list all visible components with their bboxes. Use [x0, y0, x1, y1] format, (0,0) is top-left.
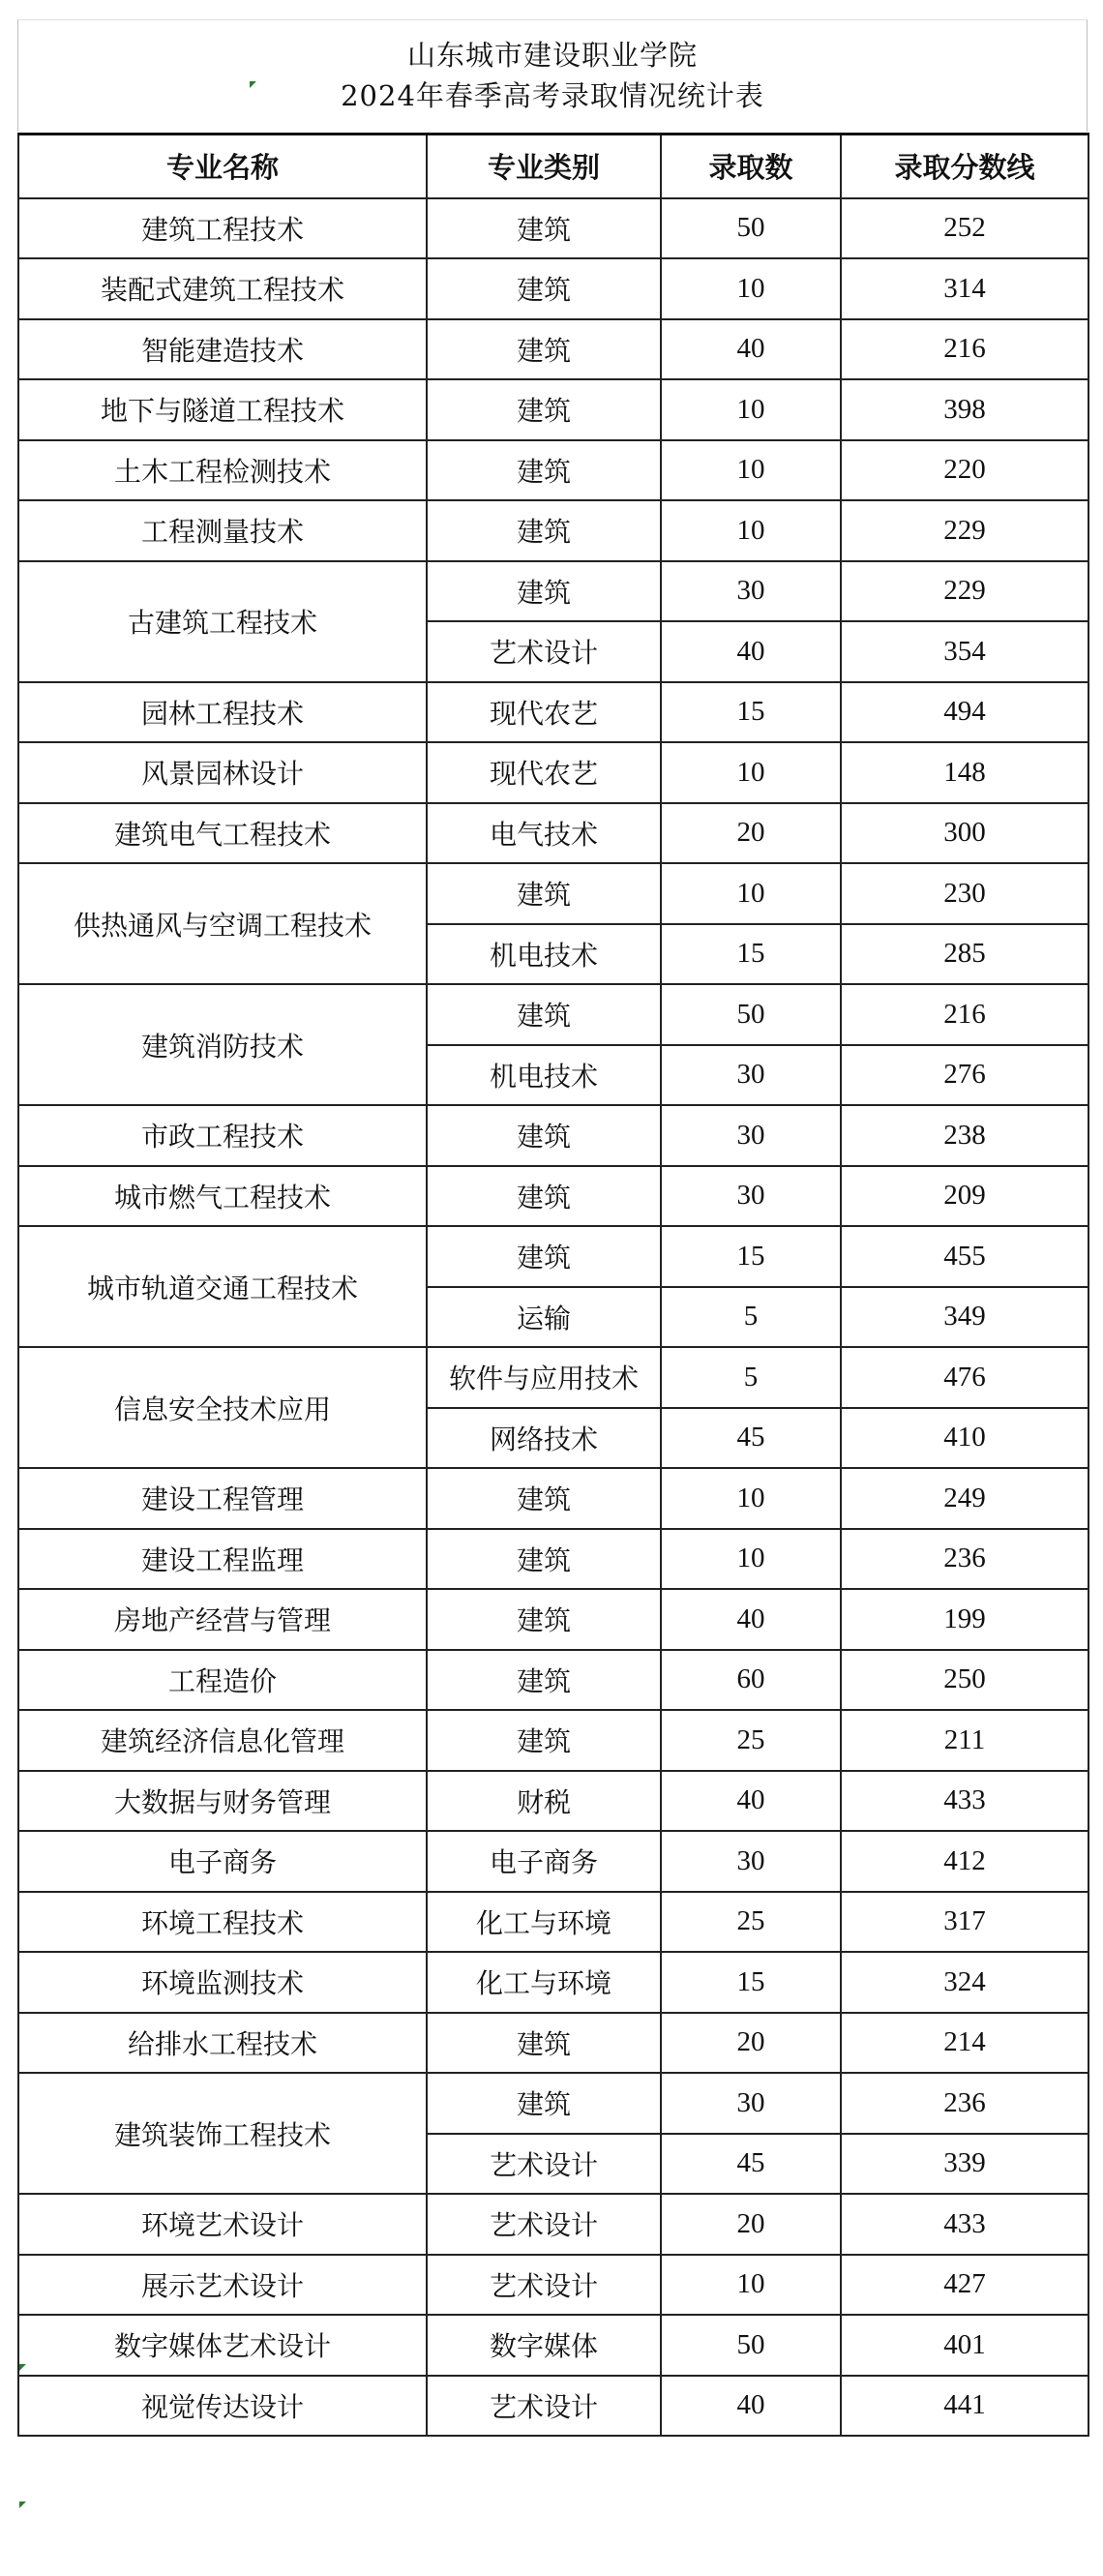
admission-count-cell: 25	[661, 1892, 841, 1953]
table-row	[18, 682, 1088, 743]
admission-count-cell: 50	[661, 2315, 841, 2376]
category-cell: 建筑	[427, 500, 661, 561]
table-body	[18, 198, 1088, 2437]
admission-count-cell: 45	[661, 2134, 841, 2195]
admission-count-cell: 5	[661, 1347, 841, 1408]
admission-count-cell: 30	[661, 1045, 841, 1106]
admission-count-cell: 30	[661, 1831, 841, 1892]
cutoff-score-cell: 314	[841, 258, 1088, 319]
category-cell: 电气技术	[427, 803, 661, 864]
table-row	[18, 2255, 1088, 2316]
category-cell: 建筑	[427, 1529, 661, 1590]
cutoff-score-cell: 236	[841, 1529, 1088, 1590]
admission-count-cell: 15	[661, 682, 841, 743]
major-name-cell: 建筑消防技术	[18, 984, 427, 1105]
major-name-cell: 装配式建筑工程技术	[18, 258, 427, 319]
cutoff-score-cell: 209	[841, 1166, 1088, 1227]
category-cell: 软件与应用技术	[427, 1347, 661, 1408]
cutoff-score-cell: 433	[841, 1771, 1088, 1832]
cutoff-score-cell: 317	[841, 1892, 1088, 1953]
table-row	[18, 258, 1088, 319]
table-row	[18, 500, 1088, 561]
major-name-cell: 城市燃气工程技术	[18, 1166, 427, 1227]
admission-count-cell: 10	[661, 2255, 841, 2316]
admission-count-cell: 45	[661, 1408, 841, 1469]
table-row	[18, 319, 1088, 380]
cutoff-score-cell: 427	[841, 2255, 1088, 2316]
major-name-cell: 智能建造技术	[18, 319, 427, 380]
cutoff-score-cell: 236	[841, 2073, 1088, 2134]
table-header-row	[18, 135, 1088, 198]
category-cell: 建筑	[427, 863, 661, 924]
major-name-cell: 电子商务	[18, 1831, 427, 1892]
category-cell: 建筑	[427, 1650, 661, 1711]
major-name-cell: 建筑工程技术	[18, 198, 427, 259]
cutoff-score-cell: 199	[841, 1589, 1088, 1650]
table-row	[18, 1952, 1088, 2013]
cutoff-score-cell: 216	[841, 319, 1088, 380]
table-row	[18, 984, 1088, 1045]
major-name-cell: 大数据与财务管理	[18, 1771, 427, 1832]
major-name-cell: 视觉传达设计	[18, 2376, 427, 2437]
cutoff-score-cell: 216	[841, 984, 1088, 1045]
cutoff-score-cell: 276	[841, 1045, 1088, 1106]
table-row	[18, 440, 1088, 501]
major-name-cell: 园林工程技术	[18, 682, 427, 743]
cutoff-score-cell: 433	[841, 2194, 1088, 2255]
header-count: 录取数	[661, 135, 841, 198]
category-cell: 现代农艺	[427, 682, 661, 743]
table-row	[18, 1892, 1088, 1953]
cutoff-score-cell: 238	[841, 1105, 1088, 1166]
table-row	[18, 2013, 1088, 2074]
admission-count-cell: 50	[661, 198, 841, 259]
admission-count-cell: 40	[661, 2376, 841, 2437]
major-name-cell: 工程测量技术	[18, 500, 427, 561]
admission-count-cell: 30	[661, 2073, 841, 2134]
cutoff-score-cell: 230	[841, 863, 1088, 924]
category-cell: 机电技术	[427, 1045, 661, 1106]
cutoff-score-cell: 229	[841, 500, 1088, 561]
category-cell: 建筑	[427, 2013, 661, 2074]
category-cell: 建筑	[427, 379, 661, 440]
major-name-cell: 房地产经营与管理	[18, 1589, 427, 1650]
cutoff-score-cell: 324	[841, 1952, 1088, 2013]
category-cell: 建筑	[427, 561, 661, 622]
category-cell: 艺术设计	[427, 2255, 661, 2316]
table-row	[18, 742, 1088, 803]
table-row	[18, 1166, 1088, 1227]
admission-count-cell: 40	[661, 1771, 841, 1832]
cutoff-score-cell: 249	[841, 1468, 1088, 1529]
category-cell: 艺术设计	[427, 621, 661, 682]
admission-count-cell: 10	[661, 742, 841, 803]
major-name-cell: 建筑装饰工程技术	[18, 2073, 427, 2194]
admission-count-cell: 40	[661, 1589, 841, 1650]
admission-count-cell: 30	[661, 1166, 841, 1227]
major-name-cell: 数字媒体艺术设计	[18, 2315, 427, 2376]
table-row	[18, 863, 1088, 924]
title-box	[17, 19, 1088, 132]
category-cell: 建筑	[427, 258, 661, 319]
table-row	[18, 1710, 1088, 1771]
major-name-cell: 市政工程技术	[18, 1105, 427, 1166]
category-cell: 艺术设计	[427, 2376, 661, 2437]
table-row	[18, 1529, 1088, 1590]
category-cell: 机电技术	[427, 924, 661, 985]
category-cell: 电子商务	[427, 1831, 661, 1892]
major-name-cell: 地下与隧道工程技术	[18, 379, 427, 440]
admission-count-cell: 10	[661, 379, 841, 440]
cutoff-score-cell: 401	[841, 2315, 1088, 2376]
header-major: 专业名称	[18, 135, 427, 198]
major-name-cell: 工程造价	[18, 1650, 427, 1711]
major-name-cell: 风景园林设计	[18, 742, 427, 803]
table-row	[18, 2376, 1088, 2437]
category-cell: 建筑	[427, 1226, 661, 1287]
category-cell: 艺术设计	[427, 2134, 661, 2195]
table-row	[18, 1226, 1088, 1287]
document-title: 山东城市建设职业学院	[406, 39, 698, 72]
admission-count-cell: 10	[661, 1529, 841, 1590]
category-cell: 数字媒体	[427, 2315, 661, 2376]
category-cell: 建筑	[427, 1468, 661, 1529]
header-score: 录取分数线	[841, 135, 1088, 198]
admission-count-cell: 20	[661, 2194, 841, 2255]
table-row	[18, 379, 1088, 440]
major-name-cell: 环境工程技术	[18, 1892, 427, 1953]
admission-count-cell: 30	[661, 561, 841, 622]
category-cell: 化工与环境	[427, 1892, 661, 1953]
table-row	[18, 803, 1088, 864]
admission-count-cell: 50	[661, 984, 841, 1045]
cutoff-score-cell: 349	[841, 1287, 1088, 1348]
admission-count-cell: 10	[661, 500, 841, 561]
admission-count-cell: 10	[661, 440, 841, 501]
cutoff-score-cell: 220	[841, 440, 1088, 501]
major-name-cell: 建设工程管理	[18, 1468, 427, 1529]
category-cell: 网络技术	[427, 1408, 661, 1469]
table-row	[18, 198, 1088, 259]
cell-comment-marker	[19, 2364, 26, 2371]
category-cell: 建筑	[427, 198, 661, 259]
table-row	[18, 1589, 1088, 1650]
category-cell: 建筑	[427, 319, 661, 380]
table-row	[18, 2194, 1088, 2255]
major-name-cell: 土木工程检测技术	[18, 440, 427, 501]
category-cell: 建筑	[427, 1710, 661, 1771]
cutoff-score-cell: 285	[841, 924, 1088, 985]
major-name-cell: 信息安全技术应用	[18, 1347, 427, 1468]
admission-count-cell: 25	[661, 1710, 841, 1771]
major-name-cell: 建筑电气工程技术	[18, 803, 427, 864]
admission-count-cell: 10	[661, 863, 841, 924]
cutoff-score-cell: 148	[841, 742, 1088, 803]
admission-count-cell: 10	[661, 1468, 841, 1529]
major-name-cell: 建筑经济信息化管理	[18, 1710, 427, 1771]
category-cell: 现代农艺	[427, 742, 661, 803]
admission-count-cell: 15	[661, 1952, 841, 2013]
category-cell: 财税	[427, 1771, 661, 1832]
cutoff-score-cell: 412	[841, 1831, 1088, 1892]
admission-count-cell: 10	[661, 258, 841, 319]
category-cell: 建筑	[427, 984, 661, 1045]
admissions-table	[17, 133, 1089, 2437]
cutoff-score-cell: 211	[841, 1710, 1088, 1771]
admission-count-cell: 5	[661, 1287, 841, 1348]
cutoff-score-cell: 410	[841, 1408, 1088, 1469]
cutoff-score-cell: 476	[841, 1347, 1088, 1408]
major-name-cell: 古建筑工程技术	[18, 561, 427, 682]
cutoff-score-cell: 441	[841, 2376, 1088, 2437]
table-row	[18, 1650, 1088, 1711]
table-row	[18, 561, 1088, 622]
admission-count-cell: 15	[661, 924, 841, 985]
document-subtitle: 2024年春季高考录取情况统计表	[341, 79, 764, 112]
table-row	[18, 1468, 1088, 1529]
category-cell: 建筑	[427, 1166, 661, 1227]
cutoff-score-cell: 354	[841, 621, 1088, 682]
cell-comment-marker	[250, 81, 256, 88]
major-name-cell: 供热通风与空调工程技术	[18, 863, 427, 984]
cutoff-score-cell: 300	[841, 803, 1088, 864]
cutoff-score-cell: 455	[841, 1226, 1088, 1287]
admission-count-cell: 40	[661, 319, 841, 380]
major-name-cell: 给排水工程技术	[18, 2013, 427, 2074]
admission-count-cell: 30	[661, 1105, 841, 1166]
cutoff-score-cell: 250	[841, 1650, 1088, 1711]
category-cell: 建筑	[427, 1105, 661, 1166]
category-cell: 建筑	[427, 2073, 661, 2134]
admission-count-cell: 20	[661, 2013, 841, 2074]
cutoff-score-cell: 252	[841, 198, 1088, 259]
category-cell: 建筑	[427, 440, 661, 501]
major-name-cell: 环境监测技术	[18, 1952, 427, 2013]
major-name-cell: 建设工程监理	[18, 1529, 427, 1590]
category-cell: 艺术设计	[427, 2194, 661, 2255]
admission-count-cell: 60	[661, 1650, 841, 1711]
table-row	[18, 1105, 1088, 1166]
cutoff-score-cell: 398	[841, 379, 1088, 440]
major-name-cell: 环境艺术设计	[18, 2194, 427, 2255]
admission-count-cell: 15	[661, 1226, 841, 1287]
table-row	[18, 1347, 1088, 1408]
cutoff-score-cell: 494	[841, 682, 1088, 743]
category-cell: 建筑	[427, 1589, 661, 1650]
major-name-cell: 城市轨道交通工程技术	[18, 1226, 427, 1347]
cutoff-score-cell: 339	[841, 2134, 1088, 2195]
major-name-cell: 展示艺术设计	[18, 2255, 427, 2316]
admission-count-cell: 20	[661, 803, 841, 864]
table-row	[18, 2315, 1088, 2376]
cell-comment-marker	[19, 2501, 26, 2508]
table-row	[18, 1831, 1088, 1892]
table-row	[18, 2073, 1088, 2134]
cutoff-score-cell: 214	[841, 2013, 1088, 2074]
category-cell: 化工与环境	[427, 1952, 661, 2013]
cutoff-score-cell: 229	[841, 561, 1088, 622]
table-row	[18, 1771, 1088, 1832]
category-cell: 运输	[427, 1287, 661, 1348]
header-category: 专业类别	[427, 135, 661, 198]
admission-count-cell: 40	[661, 621, 841, 682]
